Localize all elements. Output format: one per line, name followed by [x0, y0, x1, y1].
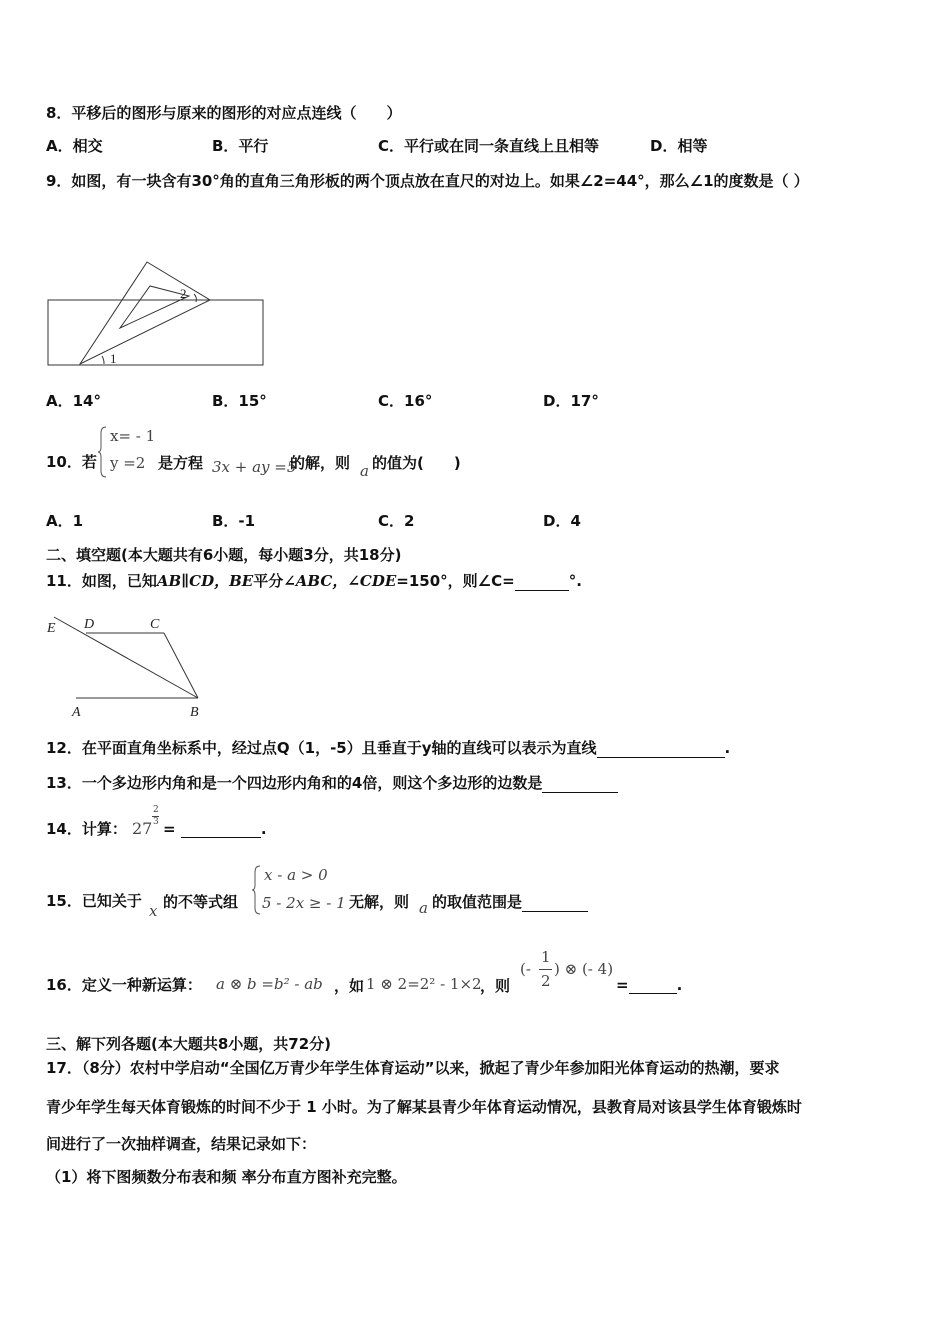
q9-option-c: C．16°: [378, 392, 433, 410]
label-E: E: [47, 621, 56, 636]
q15-var-a: a: [419, 899, 428, 917]
q8-option-a: A．相交: [46, 137, 103, 155]
angle2-arc: [194, 294, 196, 302]
q11-stem-math: AB∥CD，BE: [156, 572, 254, 590]
q9-option-b: B．15°: [212, 392, 267, 410]
q11-stem-math2: ∠ABC，∠CDE: [283, 572, 397, 590]
q8-option-b: B．平行: [212, 137, 269, 155]
q9-stem: 9．如图，有一块含有30°角的直角三角形板的两个顶点放在直尺的对边上。如果∠2=44°，那么∠1的度数是（ ）: [46, 172, 809, 190]
q11-blank: [515, 570, 569, 591]
triangle-inner: [120, 286, 189, 328]
angle1-arc: [102, 356, 104, 364]
label-A: A: [72, 705, 81, 720]
q14-eq: [163, 819, 267, 838]
q17-line3: 间进行了一次抽样调查，结果记录如下：: [46, 1135, 317, 1153]
q11-stem-pre: 11．如图，已知: [46, 572, 157, 590]
q15-blank: [522, 893, 588, 912]
q15-sys-line1: x - a > 0: [264, 866, 328, 884]
q16-blank: [629, 975, 677, 994]
section2-heading: 二、填空题(本大题共有6小题，每小题3分，共18分): [46, 546, 402, 564]
q10-after: 的解，则: [290, 454, 351, 472]
q9-option-d: D．17°: [543, 392, 599, 410]
q16-def: a ⊗ b =b² - ab: [216, 975, 323, 993]
q17-line1: 17．（8分）农村中学启动“全国亿万青少年学生体育运动”以来，掀起了青少年参加阳光体育运动的热潮，要求: [46, 1059, 780, 1077]
q14-base: 27: [132, 819, 153, 838]
q10-var: a: [360, 462, 369, 480]
q13-stem: [46, 772, 618, 793]
q11-stem-end: °.: [568, 572, 582, 590]
q16-example: 1 ⊗ 2=2² - 1×2: [366, 975, 482, 993]
section3-heading: 三、解下列各题(本大题共8小题，共72分): [46, 1035, 332, 1053]
label-D: D: [84, 617, 95, 632]
q8-stem: 8．平移后的图形与原来的图形的对应点连线（ ）: [46, 104, 402, 122]
q12-stem-text: 12．在平面直角坐标系中，经过点Q（1，-5）且垂直于y轴的直线可以表示为直线: [46, 739, 597, 757]
q16-frac-bar: [539, 969, 552, 970]
q11-stem: [46, 570, 582, 591]
q13-blank: [542, 772, 618, 793]
q16-eq: [616, 975, 682, 994]
q16-mid2: ，则: [480, 977, 511, 995]
q10-sys-line2: y =2: [110, 454, 146, 472]
q10-mid: 是方程: [158, 454, 204, 472]
q16-frac-den: 2: [541, 972, 551, 990]
q16-frac-num: 1: [541, 948, 551, 966]
q10-option-c: C．2: [378, 512, 415, 530]
q15-after: 无解，则: [349, 893, 410, 911]
q8-option-d: D．相等: [650, 137, 708, 155]
q8-option-c: C．平行或在同一条直线上且相等: [378, 137, 600, 155]
q16-eq-sign: =: [616, 976, 629, 994]
triangle-outer: [80, 262, 210, 364]
q15-pre: 15．已知关于: [46, 892, 142, 910]
q10-option-d: D．4: [543, 512, 581, 530]
q10-sys-line1: x= - 1: [110, 427, 156, 445]
q14-end: .: [260, 820, 267, 838]
q14-blank: [181, 819, 261, 838]
label-B: B: [190, 705, 199, 720]
q9-option-a: A．14°: [46, 392, 101, 410]
q15-brace: [252, 864, 262, 916]
q11-figure: [44, 612, 209, 720]
q14-stem: 14．计算：: [46, 820, 127, 838]
q10-end: 的值为( ): [372, 454, 461, 472]
q15-end: [432, 891, 588, 912]
q17-line2: 青少年学生每天体育锻炼的时间不少于 1 小时。为了解某县青少年体育运动情况，县教育局对该县学生体育锻炼时: [46, 1098, 802, 1116]
q16-expr-pre: (-: [520, 960, 531, 978]
label-C: C: [150, 617, 160, 632]
q15-sys-line2: 5 - 2x ≥ - 1: [262, 894, 346, 912]
q11-stem-eq: =150°，则∠C=: [396, 572, 515, 590]
ruler-rect: [48, 300, 263, 365]
q16-pre: 16．定义一种新运算：: [46, 976, 202, 994]
q13-stem-text: 13．一个多边形内角和是一个四边形内角和的4倍，则这个多边形的边数是: [46, 774, 543, 792]
q15-end-text: 的取值范围是: [432, 893, 523, 911]
q10-option-a: A．1: [46, 512, 84, 530]
q14-exp-den: 3: [153, 817, 159, 827]
q17-sub1: （1）将下图频数分布表和频 率分布直方图补充完整。: [46, 1168, 407, 1186]
q15-var-x: x: [149, 902, 158, 920]
q15-mid: 的不等式组: [163, 893, 239, 911]
q10-option-b: B．-1: [212, 512, 256, 530]
q16-end: .: [676, 976, 683, 994]
q12-end: .: [724, 739, 731, 757]
q16-expr-post: ) ⊗ (- 4): [554, 960, 614, 978]
q16-mid: ，如: [334, 977, 365, 995]
q12-stem: [46, 737, 730, 758]
angle2-label: 2: [180, 286, 187, 301]
q12-blank: [597, 737, 725, 758]
q11-stem-mid: 平分: [253, 572, 284, 590]
q14-exp-num: 2: [153, 805, 159, 815]
q10-num: 10．若: [46, 453, 97, 471]
angle1-label: 1: [110, 351, 117, 366]
q9-figure: [44, 258, 269, 370]
q10-equation: 3x + ay =5: [212, 458, 297, 476]
q10-brace: [98, 425, 108, 479]
q14-eq-sign: =: [163, 820, 176, 838]
